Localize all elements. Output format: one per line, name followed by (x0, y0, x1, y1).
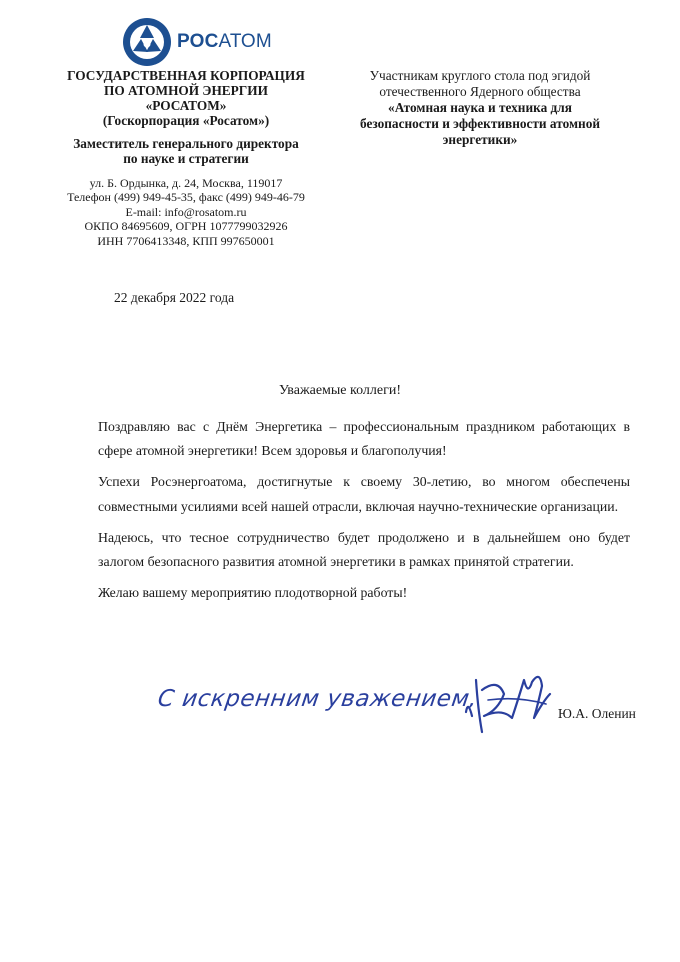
sender-address: ул. Б. Ордынка, д. 24, Москва, 119017 Телефон (499) 949-45-35, факс (499) 949-46-79 E-mail: info@rosatom.ru ОКПО 84695609, ОГРН 1077799032926 ИНН 7706413348, КПП 997650001 (67, 176, 305, 248)
signature-icon (458, 660, 558, 740)
rosatom-emblem-icon (121, 16, 173, 68)
paragraph: Поздравляю вас с Днём Энергетика – профессиональным праздником работающих в сфере атомной энергетики! Всем здоровья и благополучия! (98, 419, 630, 459)
greeting: Уважаемые коллеги! (278, 383, 402, 398)
handwritten-closing: С искренним уважением, (156, 686, 480, 712)
signer-name: Ю.А. Оленин (558, 706, 636, 721)
logo-wordmark: РОСАТОМ (177, 31, 272, 52)
sender-org: ГОСУДАРСТВЕННАЯ КОРПОРАЦИЯ ПО АТОМНОЙ ЭНЕРГИИ «РОСАТОМ» (Госкорпорация «Росатом») (67, 68, 305, 128)
rosatom-logo (121, 16, 272, 68)
sender-position: Заместитель генерального директора по науке и стратегии (73, 136, 299, 166)
paragraph: Желаю вашему мероприятию плодотворной работы! (98, 585, 408, 601)
letter-body (98, 415, 630, 612)
letter-date: 22 декабря 2022 года (114, 290, 235, 305)
sender-block (52, 68, 320, 248)
paragraph: Успехи Росэнергоатома, достигнутые к своему 30-летию, во многом обеспечены совместными усилиями всей нашей отрасли, включая научно-технические организации. (98, 474, 630, 514)
recipient-block: Участникам круглого стола под эгидой отечественного Ядерного общества «Атомная наука и техника для безопасности и эффективности атомной энергетики» (330, 68, 630, 148)
event-title: «Атомная наука и техника для безопасности и эффективности атомной энергетики» (359, 100, 601, 147)
paragraph: Надеюсь, что тесное сотрудничество будет продолжено и в дальнейшем оно будет залогом безопасного развития атомной энергетики в рамках принятой стратегии. (98, 529, 630, 570)
